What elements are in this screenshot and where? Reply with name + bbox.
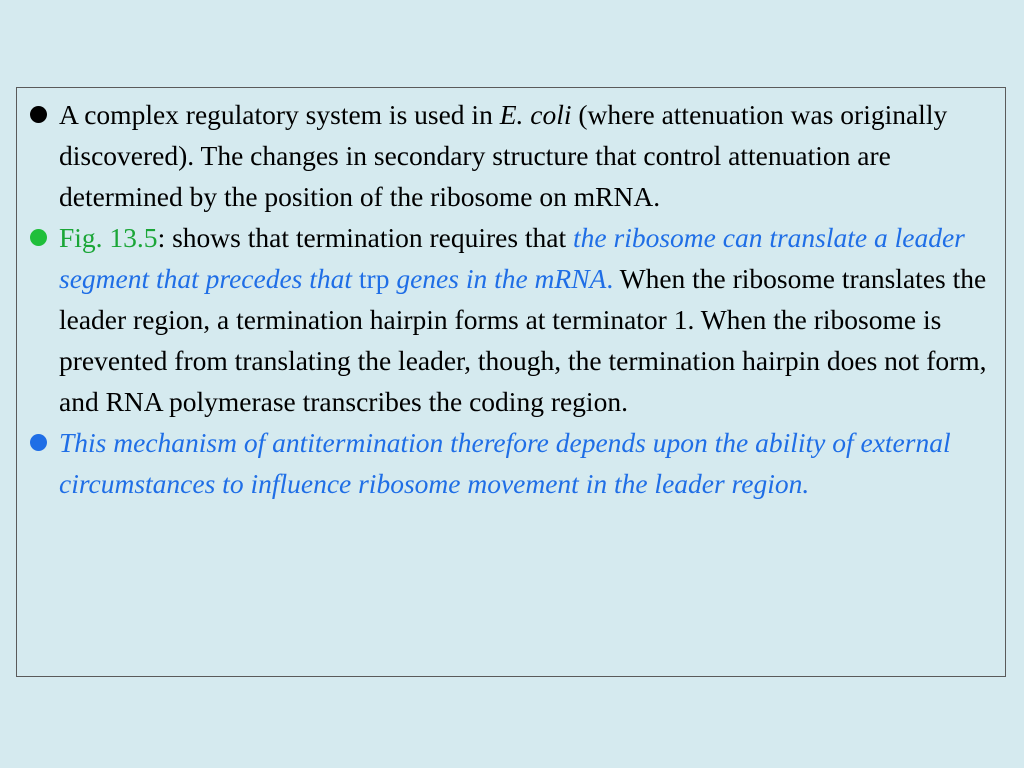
bullet-1-text-a: A complex regulatory system is used in	[59, 99, 500, 130]
bullet-list	[17, 94, 1005, 504]
bullet-2-highlight-period: .	[606, 263, 614, 294]
bullet-1-species-name: E. coli	[499, 99, 572, 130]
bullet-item-1	[17, 94, 1005, 217]
bullet-2-text-b: When the ribosome translates the leader region, a termination hairpin forms at terminator 1. When the ribosome is prevented from translating the leader, though, the termination hairpin does not form, and RNA polymerase transcribes the coding region.	[59, 263, 987, 417]
bullet-2-highlight-trp: trp	[352, 263, 397, 294]
green-bullet-dot-icon	[30, 229, 47, 246]
bullet-2-text-a: : shows that termination requires that	[157, 222, 574, 253]
figure-reference: Fig. 13.5	[59, 222, 158, 253]
bullet-2-highlight-a: the ribosome can translate a leader segment that precedes that	[59, 222, 965, 294]
bullet-3-text: This mechanism of antitermination therefore depends upon the ability of external circumstances to influence ribosome movement in the leader region.	[59, 427, 951, 499]
bullet-1-text-b: (where attenuation was originally discovered). The changes in secondary structure that control attenuation are determined by the position of the ribosome on mRNA.	[59, 99, 948, 212]
blue-bullet-dot-icon	[30, 434, 47, 451]
bullet-2-highlight-b: genes in the mRNA	[396, 263, 607, 294]
bullet-item-3	[17, 422, 1005, 504]
content-box	[16, 87, 1006, 677]
bullet-item-2	[17, 217, 1005, 422]
black-bullet-dot-icon	[30, 106, 47, 123]
